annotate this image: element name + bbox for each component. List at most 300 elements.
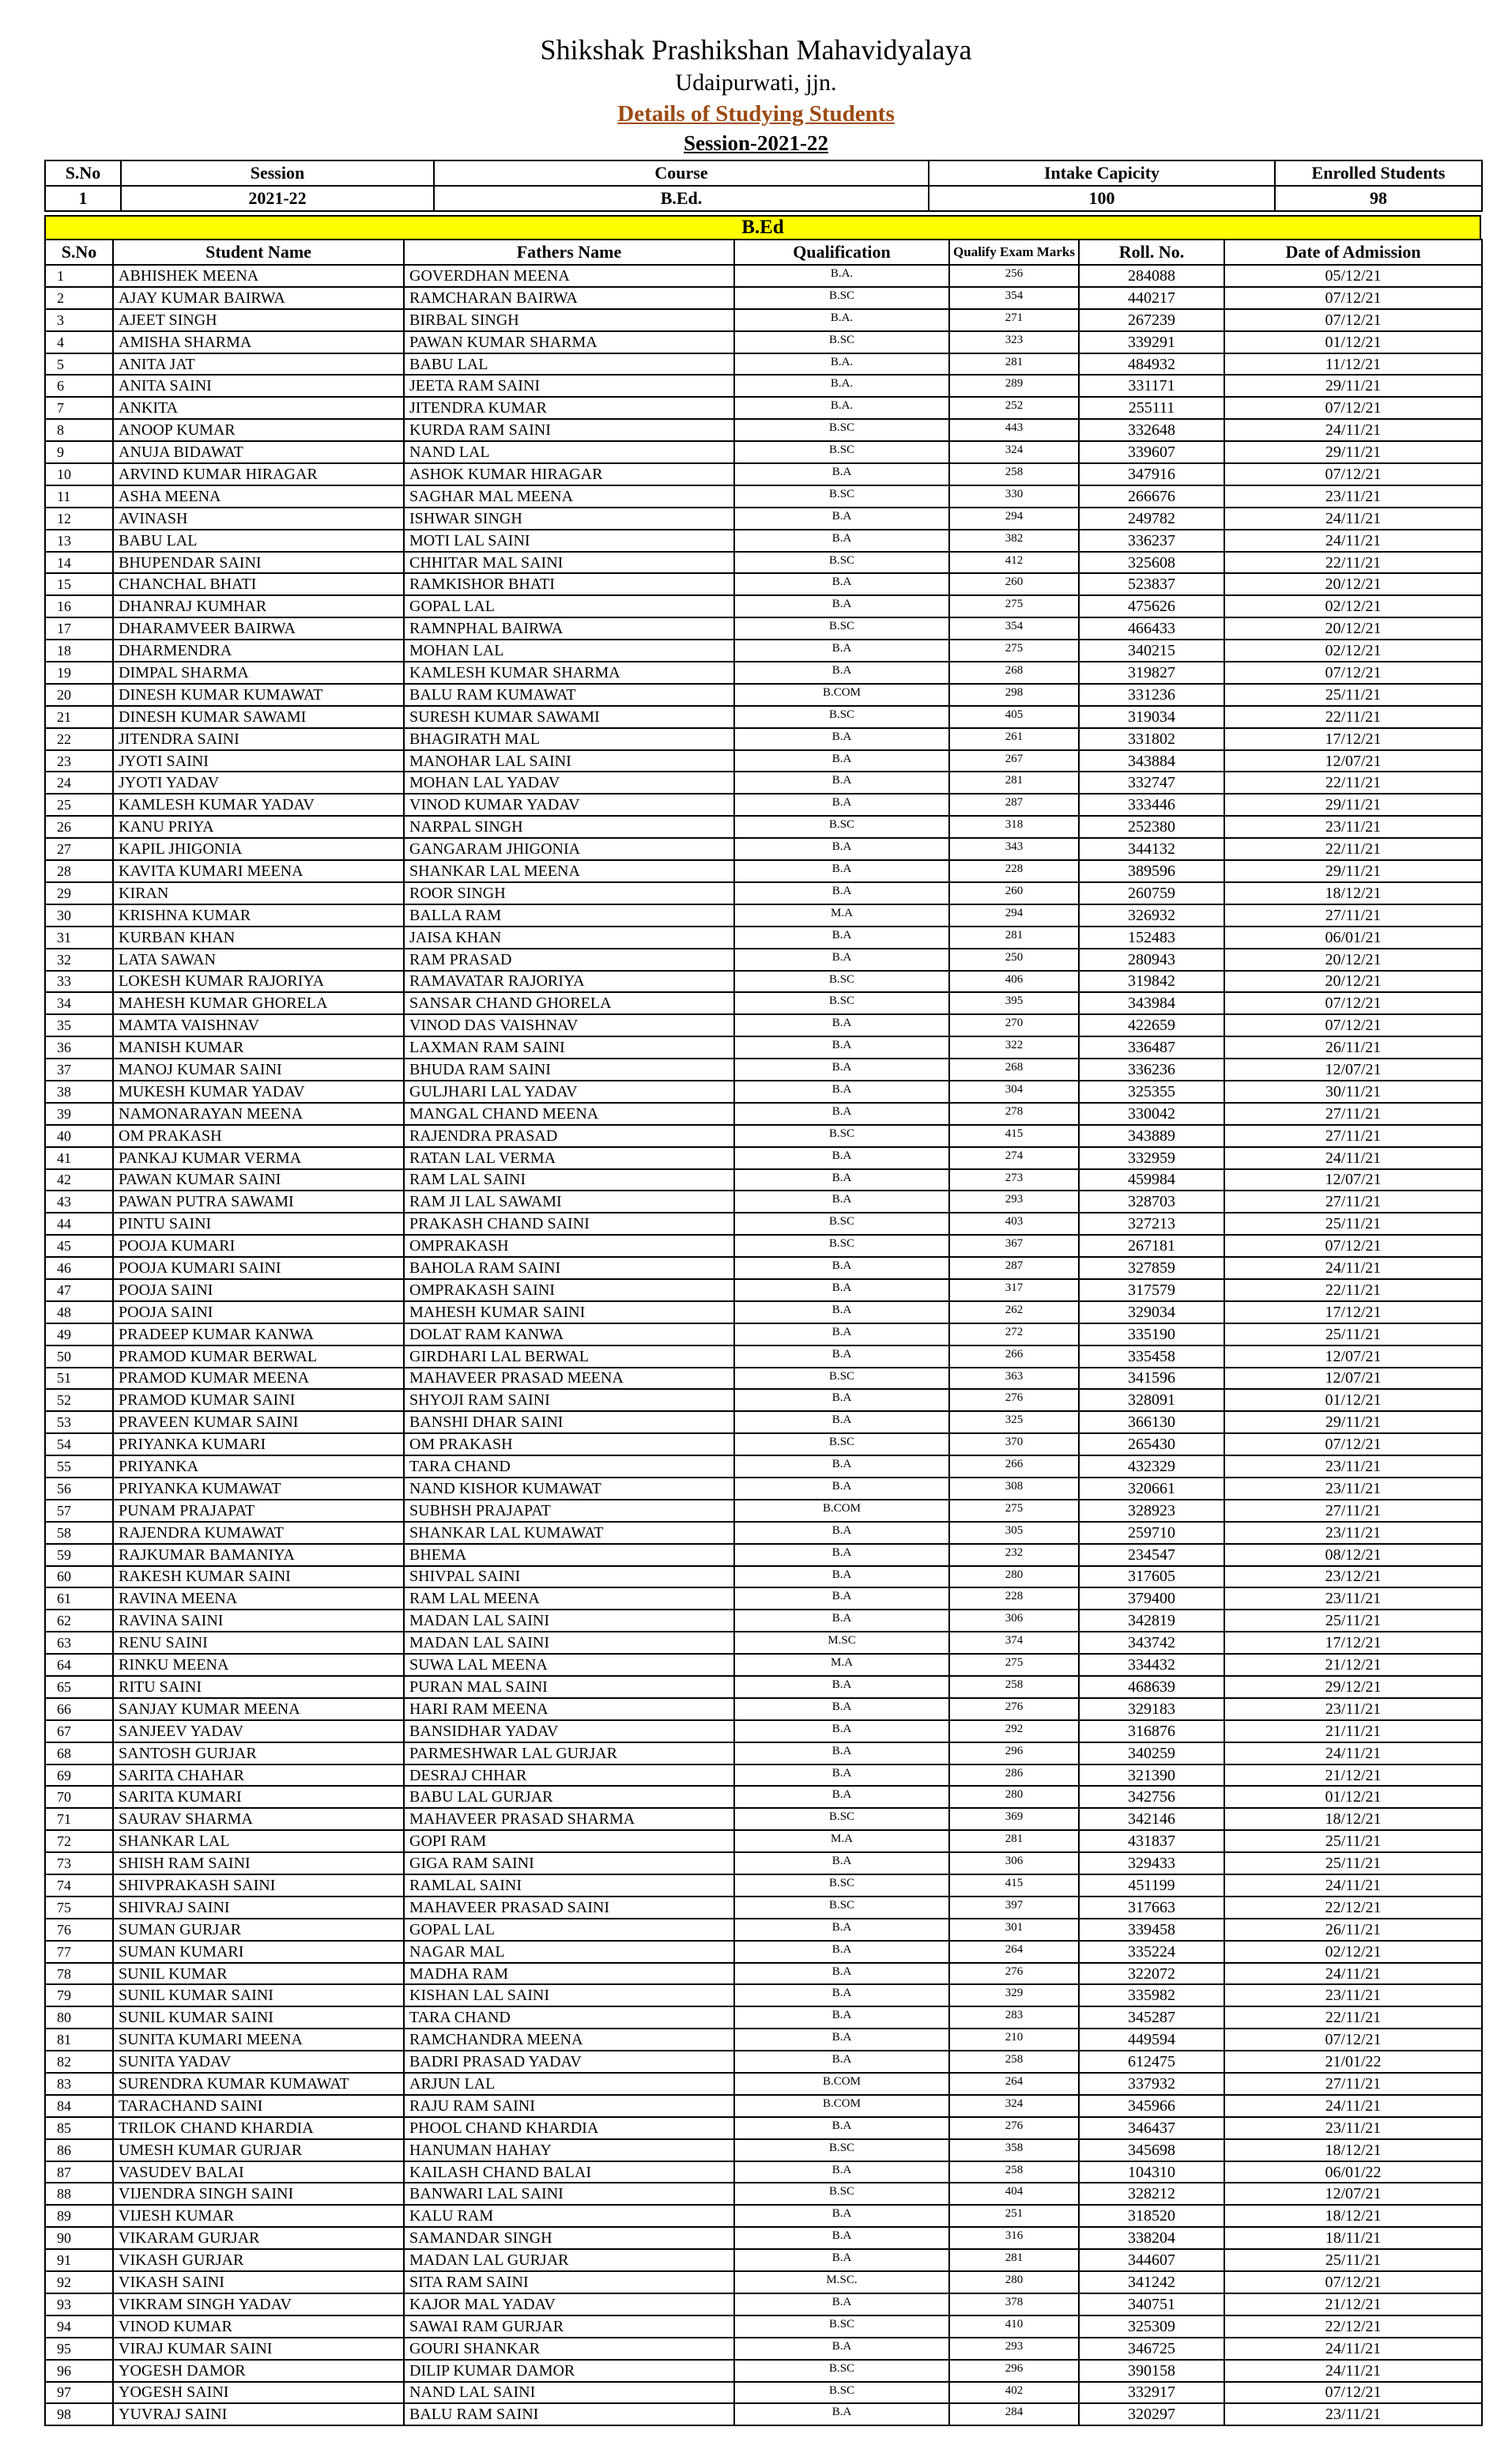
cell-roll-no: 329034 xyxy=(1079,1301,1224,1323)
cell-fathers-name: PAWAN KUMAR SHARMA xyxy=(404,331,734,353)
cell-qualification: B.COM xyxy=(734,684,949,706)
cell-student-name: PRAMOD KUMAR SAINI xyxy=(113,1389,404,1411)
cell-date-of-admission: 24/11/21 xyxy=(1224,1257,1482,1279)
cell-date-of-admission: 24/11/21 xyxy=(1224,1147,1482,1169)
cell-roll-no: 343884 xyxy=(1079,750,1224,772)
cell-student-name: MANOJ KUMAR SAINI xyxy=(113,1059,404,1081)
cell-roll-no: 327859 xyxy=(1079,1257,1224,1279)
cell-exam-marks: 284 xyxy=(949,2403,1079,2425)
cell-roll-no: 104310 xyxy=(1079,2161,1224,2183)
cell-qualification: B.SC xyxy=(734,1433,949,1455)
cell-sno: 72 xyxy=(45,1830,113,1852)
cell-student-name: AJEET SINGH xyxy=(113,309,404,331)
student-row xyxy=(45,1500,1482,1522)
cell-date-of-admission: 24/11/21 xyxy=(1224,530,1482,552)
cell-sno: 17 xyxy=(45,617,113,640)
cell-exam-marks: 301 xyxy=(949,1919,1079,1941)
cell-sno: 98 xyxy=(45,2403,113,2425)
cell-student-name: PAWAN KUMAR SAINI xyxy=(113,1169,404,1191)
cell-qualification: B.COM xyxy=(734,1500,949,1522)
cell-qualification: B.A xyxy=(734,1587,949,1610)
cell-date-of-admission: 22/11/21 xyxy=(1224,772,1482,794)
cell-student-name: KAMLESH KUMAR YADAV xyxy=(113,794,404,816)
cell-fathers-name: PARMESHWAR LAL GURJAR xyxy=(404,1742,734,1764)
cell-qualification: B.A xyxy=(734,2051,949,2073)
cell-fathers-name: BHEMA xyxy=(404,1544,734,1566)
cell-fathers-name: LAXMAN RAM SAINI xyxy=(404,1036,734,1059)
cell-fathers-name: BHUDA RAM SAINI xyxy=(404,1059,734,1081)
cell-roll-no: 344132 xyxy=(1079,838,1224,860)
cell-fathers-name: VINOD DAS VAISHNAV xyxy=(404,1014,734,1036)
cell-sno: 86 xyxy=(45,2139,113,2161)
cell-qualification: B.A xyxy=(734,1147,949,1169)
cell-exam-marks: 276 xyxy=(949,1963,1079,1985)
cell-student-name: TRILOK CHAND KHARDIA xyxy=(113,2117,404,2139)
cell-fathers-name: MADAN LAL SAINI xyxy=(404,1632,734,1654)
student-row xyxy=(45,1368,1482,1390)
cell-roll-no: 334432 xyxy=(1079,1654,1224,1676)
cell-qualification: B.A xyxy=(734,1544,949,1566)
cell-student-name: SAURAV SHARMA xyxy=(113,1808,404,1830)
cell-fathers-name: ROOR SINGH xyxy=(404,882,734,904)
student-row xyxy=(45,375,1482,397)
cell-student-name: SUNIL KUMAR xyxy=(113,1963,404,1985)
cell-date-of-admission: 23/11/21 xyxy=(1224,1455,1482,1478)
cell-student-name: ANKITA xyxy=(113,397,404,419)
cell-qualification: B.A xyxy=(734,1852,949,1874)
student-row xyxy=(45,1919,1482,1941)
cell-date-of-admission: 18/12/21 xyxy=(1224,2205,1482,2227)
cell-date-of-admission: 21/12/21 xyxy=(1224,2293,1482,2315)
cell-exam-marks: 324 xyxy=(949,2095,1079,2117)
cell-student-name: SARITA KUMARI xyxy=(113,1786,404,1808)
cell-exam-marks: 354 xyxy=(949,617,1079,640)
summary-enrolled: 98 xyxy=(1275,186,1482,211)
cell-exam-marks: 281 xyxy=(949,2249,1079,2271)
cell-date-of-admission: 02/12/21 xyxy=(1224,595,1482,617)
student-row xyxy=(45,530,1482,552)
cell-qualification: B.A xyxy=(734,1346,949,1368)
student-row xyxy=(45,287,1482,309)
cell-exam-marks: 268 xyxy=(949,1059,1079,1081)
cell-sno: 83 xyxy=(45,2073,113,2095)
cell-fathers-name: GOURI SHANKAR xyxy=(404,2338,734,2360)
cell-exam-marks: 264 xyxy=(949,2073,1079,2095)
cell-sno: 54 xyxy=(45,1433,113,1455)
cell-exam-marks: 262 xyxy=(949,1301,1079,1323)
cell-exam-marks: 261 xyxy=(949,728,1079,750)
cell-sno: 59 xyxy=(45,1544,113,1566)
cell-exam-marks: 316 xyxy=(949,2227,1079,2249)
cell-qualification: B.SC xyxy=(734,1874,949,1897)
cell-roll-no: 330042 xyxy=(1079,1103,1224,1125)
cell-exam-marks: 258 xyxy=(949,463,1079,485)
cell-student-name: PRIYANKA KUMAWAT xyxy=(113,1478,404,1500)
cell-qualification: B.SC xyxy=(734,419,949,441)
student-row xyxy=(45,2029,1482,2051)
cell-roll-no: 339291 xyxy=(1079,331,1224,353)
cell-qualification: B.SC xyxy=(734,706,949,728)
cell-fathers-name: SHIVPAL SAINI xyxy=(404,1566,734,1588)
cell-sno: 24 xyxy=(45,772,113,794)
cell-qualification: B.A xyxy=(734,530,949,552)
cell-roll-no: 321390 xyxy=(1079,1764,1224,1787)
cell-exam-marks: 281 xyxy=(949,353,1079,376)
cell-qualification: B.A xyxy=(734,2006,949,2029)
student-row xyxy=(45,882,1482,904)
cell-sno: 32 xyxy=(45,949,113,971)
cell-fathers-name: NAGAR MAL xyxy=(404,1941,734,1963)
student-row xyxy=(45,1455,1482,1478)
cell-roll-no: 346725 xyxy=(1079,2338,1224,2360)
cell-roll-no: 335458 xyxy=(1079,1346,1224,1368)
cell-student-name: PANKAJ KUMAR VERMA xyxy=(113,1147,404,1169)
student-row xyxy=(45,485,1482,508)
cell-date-of-admission: 12/07/21 xyxy=(1224,1368,1482,1390)
cell-date-of-admission: 17/12/21 xyxy=(1224,1632,1482,1654)
cell-exam-marks: 275 xyxy=(949,1654,1079,1676)
cell-qualification: B.A xyxy=(734,882,949,904)
cell-exam-marks: 329 xyxy=(949,1984,1079,2006)
student-row xyxy=(45,1478,1482,1500)
cell-fathers-name: DESRAJ CHHAR xyxy=(404,1764,734,1787)
cell-sno: 71 xyxy=(45,1808,113,1830)
cell-date-of-admission: 21/12/21 xyxy=(1224,1654,1482,1676)
cell-roll-no: 322072 xyxy=(1079,1963,1224,1985)
student-row xyxy=(45,1698,1482,1720)
cell-date-of-admission: 01/12/21 xyxy=(1224,1786,1482,1808)
cell-exam-marks: 294 xyxy=(949,904,1079,927)
cell-fathers-name: BABU LAL GURJAR xyxy=(404,1786,734,1808)
cell-date-of-admission: 23/11/21 xyxy=(1224,1587,1482,1610)
cell-qualification: B.A xyxy=(734,1411,949,1433)
cell-fathers-name: MANGAL CHAND MEENA xyxy=(404,1103,734,1125)
student-row xyxy=(45,860,1482,882)
cell-roll-no: 332917 xyxy=(1079,2382,1224,2404)
cell-student-name: KIRAN xyxy=(113,882,404,904)
cell-date-of-admission: 20/12/21 xyxy=(1224,971,1482,993)
cell-fathers-name: PHOOL CHAND KHARDIA xyxy=(404,2117,734,2139)
cell-exam-marks: 404 xyxy=(949,2183,1079,2205)
cell-exam-marks: 318 xyxy=(949,816,1079,838)
cell-fathers-name: TARA CHAND xyxy=(404,2006,734,2029)
cell-date-of-admission: 24/11/21 xyxy=(1224,1742,1482,1764)
cell-sno: 95 xyxy=(45,2338,113,2360)
cell-date-of-admission: 06/01/21 xyxy=(1224,927,1482,949)
student-row xyxy=(45,1587,1482,1610)
cell-fathers-name: KAILASH CHAND BALAI xyxy=(404,2161,734,2183)
cell-sno: 12 xyxy=(45,508,113,530)
cell-student-name: SUNITA KUMARI MEENA xyxy=(113,2029,404,2051)
cell-roll-no: 255111 xyxy=(1079,397,1224,419)
cell-fathers-name: KAMLESH KUMAR SHARMA xyxy=(404,662,734,684)
cell-exam-marks: 287 xyxy=(949,794,1079,816)
cell-qualification: B.COM xyxy=(734,2073,949,2095)
cell-exam-marks: 266 xyxy=(949,1455,1079,1478)
cell-student-name: DHARMENDRA xyxy=(113,640,404,662)
cell-roll-no: 267239 xyxy=(1079,309,1224,331)
cell-student-name: POOJA SAINI xyxy=(113,1301,404,1323)
cell-date-of-admission: 20/12/21 xyxy=(1224,949,1482,971)
cell-roll-no: 266676 xyxy=(1079,485,1224,508)
cell-exam-marks: 370 xyxy=(949,1433,1079,1455)
cell-student-name: VIJESH KUMAR xyxy=(113,2205,404,2227)
student-row xyxy=(45,904,1482,927)
cell-exam-marks: 274 xyxy=(949,1147,1079,1169)
cell-date-of-admission: 27/11/21 xyxy=(1224,1125,1482,1147)
cell-exam-marks: 271 xyxy=(949,309,1079,331)
cell-date-of-admission: 21/01/22 xyxy=(1224,2051,1482,2073)
cell-fathers-name: BANSIDHAR YADAV xyxy=(404,1720,734,1742)
cell-fathers-name: JITENDRA KUMAR xyxy=(404,397,734,419)
student-row xyxy=(45,2315,1482,2338)
cell-date-of-admission: 22/11/21 xyxy=(1224,838,1482,860)
student-row xyxy=(45,794,1482,816)
student-row xyxy=(45,309,1482,331)
cell-date-of-admission: 29/12/21 xyxy=(1224,1676,1482,1698)
cell-student-name: POOJA KUMARI xyxy=(113,1235,404,1257)
cell-sno: 57 xyxy=(45,1500,113,1522)
cell-student-name: JITENDRA SAINI xyxy=(113,728,404,750)
cell-roll-no: 346437 xyxy=(1079,2117,1224,2139)
cell-student-name: ANITA JAT xyxy=(113,353,404,376)
cell-date-of-admission: 07/12/21 xyxy=(1224,309,1482,331)
cell-sno: 25 xyxy=(45,794,113,816)
cell-qualification: M.A xyxy=(734,904,949,927)
cell-sno: 19 xyxy=(45,662,113,684)
cell-qualification: B.SC xyxy=(734,1897,949,1919)
cell-sno: 87 xyxy=(45,2161,113,2183)
cell-roll-no: 327213 xyxy=(1079,1213,1224,1235)
cell-fathers-name: TARA CHAND xyxy=(404,1455,734,1478)
cell-student-name: LOKESH KUMAR RAJORIYA xyxy=(113,971,404,993)
student-row xyxy=(45,1742,1482,1764)
student-row xyxy=(45,2249,1482,2271)
cell-date-of-admission: 18/12/21 xyxy=(1224,1808,1482,1830)
cell-qualification: B.A xyxy=(734,595,949,617)
cell-sno: 45 xyxy=(45,1235,113,1257)
cell-fathers-name: GIRDHARI LAL BERWAL xyxy=(404,1346,734,1368)
cell-exam-marks: 296 xyxy=(949,2360,1079,2382)
cell-roll-no: 339607 xyxy=(1079,441,1224,463)
cell-date-of-admission: 29/11/21 xyxy=(1224,441,1482,463)
cell-exam-marks: 374 xyxy=(949,1632,1079,1654)
cell-fathers-name: NAND LAL xyxy=(404,441,734,463)
student-row xyxy=(45,2095,1482,2117)
cell-sno: 33 xyxy=(45,971,113,993)
cell-roll-no: 338204 xyxy=(1079,2227,1224,2249)
cell-exam-marks: 443 xyxy=(949,419,1079,441)
student-row xyxy=(45,463,1482,485)
student-row xyxy=(45,1059,1482,1081)
cell-exam-marks: 395 xyxy=(949,992,1079,1014)
cell-qualification: B.A xyxy=(734,1279,949,1301)
cell-date-of-admission: 21/12/21 xyxy=(1224,1764,1482,1787)
student-row xyxy=(45,1610,1482,1632)
cell-qualification: B.A xyxy=(734,860,949,882)
cell-sno: 64 xyxy=(45,1654,113,1676)
cell-sno: 42 xyxy=(45,1169,113,1191)
cell-qualification: B.A xyxy=(734,1191,949,1213)
cell-sno: 48 xyxy=(45,1301,113,1323)
cell-sno: 37 xyxy=(45,1059,113,1081)
cell-date-of-admission: 23/11/21 xyxy=(1224,2403,1482,2425)
cell-fathers-name: ASHOK KUMAR HIRAGAR xyxy=(404,463,734,485)
col-qualification: Qualification xyxy=(734,240,949,265)
cell-sno: 9 xyxy=(45,441,113,463)
cell-fathers-name: VINOD KUMAR YADAV xyxy=(404,794,734,816)
student-row xyxy=(45,508,1482,530)
cell-exam-marks: 266 xyxy=(949,1346,1079,1368)
cell-fathers-name: RAMKISHOR BHATI xyxy=(404,573,734,595)
cell-student-name: PRAVEEN KUMAR SAINI xyxy=(113,1411,404,1433)
cell-sno: 49 xyxy=(45,1323,113,1346)
student-row xyxy=(45,2382,1482,2404)
cell-sno: 67 xyxy=(45,1720,113,1742)
cell-exam-marks: 410 xyxy=(949,2315,1079,2338)
cell-student-name: KURBAN KHAN xyxy=(113,927,404,949)
cell-roll-no: 332648 xyxy=(1079,419,1224,441)
cell-roll-no: 249782 xyxy=(1079,508,1224,530)
cell-fathers-name: SAGHAR MAL MEENA xyxy=(404,485,734,508)
cell-student-name: VIRAJ KUMAR SAINI xyxy=(113,2338,404,2360)
cell-fathers-name: SUWA LAL MEENA xyxy=(404,1654,734,1676)
cell-roll-no: 317605 xyxy=(1079,1566,1224,1588)
cell-fathers-name: SAMANDAR SINGH xyxy=(404,2227,734,2249)
cell-sno: 60 xyxy=(45,1566,113,1588)
cell-qualification: B.A xyxy=(734,1081,949,1103)
cell-sno: 82 xyxy=(45,2051,113,2073)
cell-student-name: SHANKAR LAL xyxy=(113,1830,404,1852)
cell-sno: 38 xyxy=(45,1081,113,1103)
cell-fathers-name: RAMAVATAR RAJORIYA xyxy=(404,971,734,993)
cell-qualification: B.A xyxy=(734,1786,949,1808)
student-row xyxy=(45,1632,1482,1654)
cell-exam-marks: 267 xyxy=(949,750,1079,772)
cell-exam-marks: 412 xyxy=(949,552,1079,574)
cell-sno: 41 xyxy=(45,1147,113,1169)
cell-student-name: SUMAN KUMARI xyxy=(113,1941,404,1963)
cell-date-of-admission: 25/11/21 xyxy=(1224,2249,1482,2271)
student-row xyxy=(45,2227,1482,2249)
cell-exam-marks: 281 xyxy=(949,927,1079,949)
cell-roll-no: 343889 xyxy=(1079,1125,1224,1147)
cell-student-name: BHUPENDAR SAINI xyxy=(113,552,404,574)
cell-sno: 75 xyxy=(45,1897,113,1919)
cell-exam-marks: 292 xyxy=(949,1720,1079,1742)
cell-sno: 8 xyxy=(45,419,113,441)
student-row xyxy=(45,1522,1482,1544)
cell-date-of-admission: 24/11/21 xyxy=(1224,2360,1482,2382)
cell-student-name: SUNITA YADAV xyxy=(113,2051,404,2073)
cell-date-of-admission: 07/12/21 xyxy=(1224,397,1482,419)
cell-roll-no: 341242 xyxy=(1079,2271,1224,2293)
cell-sno: 40 xyxy=(45,1125,113,1147)
cell-date-of-admission: 23/11/21 xyxy=(1224,1984,1482,2006)
cell-date-of-admission: 24/11/21 xyxy=(1224,1963,1482,1985)
cell-roll-no: 267181 xyxy=(1079,1235,1224,1257)
cell-date-of-admission: 23/11/21 xyxy=(1224,485,1482,508)
cell-date-of-admission: 07/12/21 xyxy=(1224,1014,1482,1036)
cell-roll-no: 389596 xyxy=(1079,860,1224,882)
cell-sno: 81 xyxy=(45,2029,113,2051)
cell-exam-marks: 306 xyxy=(949,1610,1079,1632)
cell-exam-marks: 323 xyxy=(949,331,1079,353)
cell-sno: 68 xyxy=(45,1742,113,1764)
cell-exam-marks: 287 xyxy=(949,1257,1079,1279)
cell-qualification: B.SC xyxy=(734,971,949,993)
cell-exam-marks: 298 xyxy=(949,684,1079,706)
cell-student-name: VIKASH GURJAR xyxy=(113,2249,404,2271)
cell-roll-no: 265430 xyxy=(1079,1433,1224,1455)
summary-col-enrolled: Enrolled Students xyxy=(1275,160,1482,186)
cell-qualification: M.A xyxy=(734,1830,949,1852)
student-row xyxy=(45,595,1482,617)
student-row xyxy=(45,971,1482,993)
summary-col-session: Session xyxy=(121,160,434,186)
cell-exam-marks: 358 xyxy=(949,2139,1079,2161)
cell-student-name: MAHESH KUMAR GHORELA xyxy=(113,992,404,1014)
cell-qualification: B.A xyxy=(734,794,949,816)
cell-student-name: LATA SAWAN xyxy=(113,949,404,971)
cell-exam-marks: 406 xyxy=(949,971,1079,993)
student-row xyxy=(45,2360,1482,2382)
cell-roll-no: 331802 xyxy=(1079,728,1224,750)
student-row xyxy=(45,706,1482,728)
cell-qualification: B.A xyxy=(734,1389,949,1411)
student-row xyxy=(45,1213,1482,1235)
students-table xyxy=(44,239,1483,2426)
cell-exam-marks: 278 xyxy=(949,1103,1079,1125)
cell-sno: 51 xyxy=(45,1368,113,1390)
student-row xyxy=(45,2403,1482,2425)
cell-qualification: B.A xyxy=(734,2205,949,2227)
cell-roll-no: 451199 xyxy=(1079,1874,1224,1897)
cell-fathers-name: CHHITAR MAL SAINI xyxy=(404,552,734,574)
cell-student-name: RENU SAINI xyxy=(113,1632,404,1654)
cell-qualification: B.A. xyxy=(734,397,949,419)
student-row xyxy=(45,1786,1482,1808)
cell-sno: 21 xyxy=(45,706,113,728)
cell-qualification: B.SC xyxy=(734,1213,949,1235)
cell-date-of-admission: 07/12/21 xyxy=(1224,2382,1482,2404)
cell-student-name: ABHISHEK MEENA xyxy=(113,265,404,287)
summary-col-intake: Intake Capicity xyxy=(929,160,1275,186)
student-row xyxy=(45,353,1482,376)
cell-exam-marks: 252 xyxy=(949,397,1079,419)
cell-roll-no: 318520 xyxy=(1079,2205,1224,2227)
cell-sno: 89 xyxy=(45,2205,113,2227)
cell-date-of-admission: 20/12/21 xyxy=(1224,573,1482,595)
student-row xyxy=(45,1654,1482,1676)
cell-roll-no: 440217 xyxy=(1079,287,1224,309)
cell-sno: 44 xyxy=(45,1213,113,1235)
cell-fathers-name: MAHESH KUMAR SAINI xyxy=(404,1301,734,1323)
cell-roll-no: 333446 xyxy=(1079,794,1224,816)
cell-qualification: B.A xyxy=(734,1698,949,1720)
cell-qualification: M.SC. xyxy=(734,2271,949,2293)
cell-student-name: YUVRAJ SAINI xyxy=(113,2403,404,2425)
cell-exam-marks: 275 xyxy=(949,640,1079,662)
cell-roll-no: 320661 xyxy=(1079,1478,1224,1500)
cell-date-of-admission: 26/11/21 xyxy=(1224,1919,1482,1941)
cell-sno: 34 xyxy=(45,992,113,1014)
student-row xyxy=(45,2139,1482,2161)
cell-date-of-admission: 24/11/21 xyxy=(1224,419,1482,441)
cell-qualification: B.A xyxy=(734,1059,949,1081)
cell-fathers-name: GOPAL LAL xyxy=(404,1919,734,1941)
cell-roll-no: 459984 xyxy=(1079,1169,1224,1191)
